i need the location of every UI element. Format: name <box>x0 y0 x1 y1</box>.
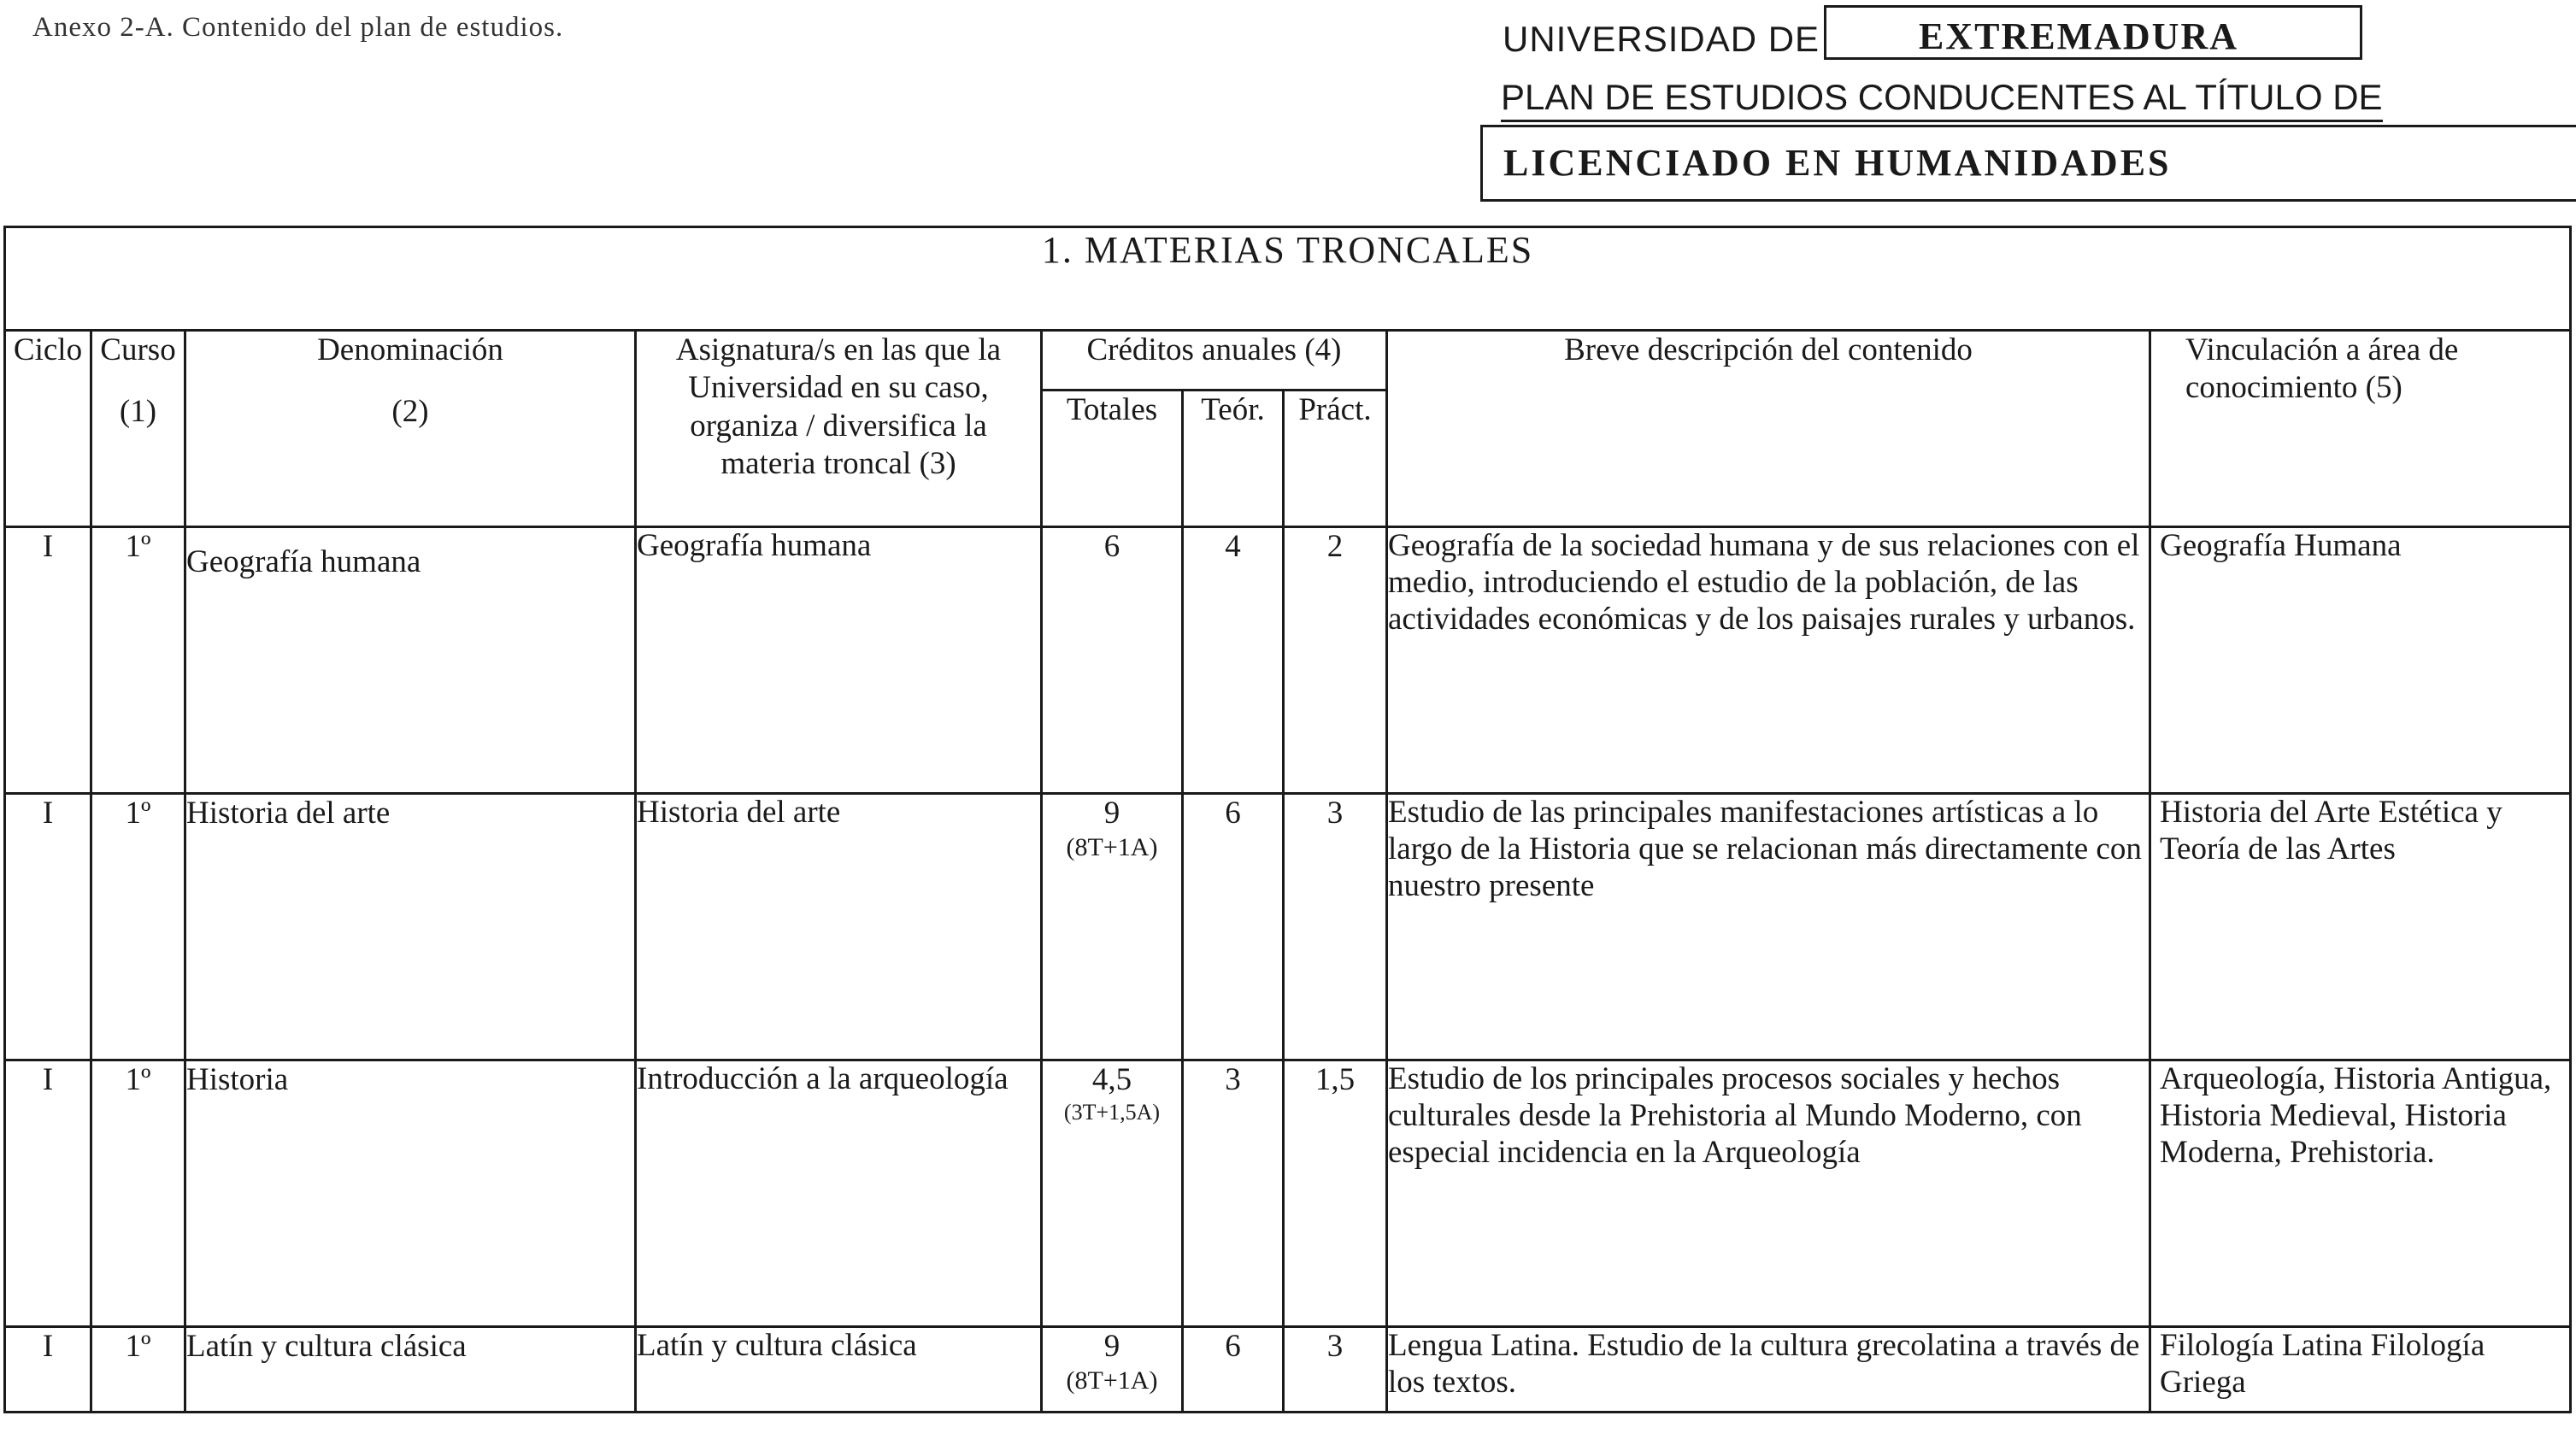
annex-caption: Anexo 2-A. Contenido del plan de estudios. <box>32 12 564 43</box>
col-header-denominacion-note: (2) <box>391 394 429 430</box>
university-name: EXTREMADURA <box>1824 5 2362 60</box>
cell-vinculacion: Historia del Arte Estética y Teoría de las Artes <box>2150 794 2571 1060</box>
plan-label: PLAN DE ESTUDIOS CONDUCENTES AL TÍTULO DE <box>1501 77 2383 122</box>
cell-totales <box>1042 794 1183 1060</box>
col-header-creditos <box>1042 331 1387 391</box>
col-header-ciclo-label: Ciclo <box>13 332 83 367</box>
cell-totales-detail: (3T+1,5A) <box>1063 1100 1161 1125</box>
cell-ciclo: I <box>5 1060 91 1327</box>
col-header-curso-label: Curso <box>100 332 176 367</box>
cell-totales <box>1042 1327 1183 1413</box>
cell-vinculacion: Geografía Humana <box>2150 527 2571 794</box>
table-row <box>5 794 2571 1060</box>
col-header-descripcion-label: Breve descripción del contenido <box>1564 332 1973 367</box>
cell-denominacion: Geografía humana <box>185 527 636 794</box>
cell-ciclo: I <box>5 1327 91 1413</box>
table-row <box>5 1060 2571 1327</box>
cell-asignatura: Latín y cultura clásica <box>636 1327 1042 1413</box>
cell-totales <box>1042 527 1183 794</box>
cell-asignatura: Geografía humana <box>636 527 1042 794</box>
col-header-descripcion <box>1387 331 2150 527</box>
cell-pract: 1,5 <box>1284 1060 1387 1327</box>
cell-totales <box>1042 1060 1183 1327</box>
table-row <box>5 1327 2571 1413</box>
cell-ciclo: I <box>5 527 91 794</box>
col-header-curso <box>91 331 185 527</box>
cell-pract: 3 <box>1284 794 1387 1060</box>
cell-ciclo: I <box>5 794 91 1060</box>
col-header-curso-note: (1) <box>119 394 157 430</box>
cell-pract: 3 <box>1284 1327 1387 1413</box>
cell-totales-value: 9 <box>1103 796 1120 831</box>
cell-vinculacion: Filología Latina Filología Griega <box>2150 1327 2571 1413</box>
cell-totales-value: 4,5 <box>1091 1062 1132 1097</box>
col-header-denominacion-label: Denominación <box>317 332 503 367</box>
cell-totales-value: 9 <box>1103 1329 1120 1364</box>
cell-curso: 1º <box>91 794 185 1060</box>
col-header-asignatura-label: Asignatura/s en las que la Universidad en su caso, organiza / diversifica la materia troncal (3) <box>675 332 1002 482</box>
cell-pract: 2 <box>1284 527 1387 794</box>
cell-curso: 1º <box>91 1060 185 1327</box>
university-label: UNIVERSIDAD DE <box>1503 19 1820 59</box>
col-header-creditos-label: Créditos anuales (4) <box>1086 332 1342 367</box>
col-header-asignatura <box>636 331 1042 527</box>
cell-denominacion: Historia <box>185 1060 636 1327</box>
col-header-denominacion <box>185 331 636 527</box>
cell-totales-detail: (8T+1A) <box>1066 1366 1158 1395</box>
cell-curso: 1º <box>91 527 185 794</box>
cell-totales-value: 6 <box>1103 529 1120 564</box>
subjects-table <box>3 226 2572 1413</box>
col-header-teor <box>1183 391 1284 527</box>
table-row <box>5 527 2571 794</box>
cell-totales-detail: (8T+1A) <box>1066 833 1158 861</box>
cell-teor: 4 <box>1183 527 1284 794</box>
cell-vinculacion: Arqueología, Historia Antigua, Historia Medieval, Historia Moderna, Prehistoria. <box>2150 1060 2571 1327</box>
cell-asignatura: Introducción a la arqueología <box>636 1060 1042 1327</box>
degree-title: LICENCIADO EN HUMANIDADES <box>1480 125 2576 202</box>
cell-descripcion: Geografía de la sociedad humana y de sus relaciones con el medio, introduciendo el estudio de la población, de las actividades económicas y de los paisajes rurales y urbanos. <box>1387 527 2150 794</box>
col-header-totales <box>1042 391 1183 527</box>
section-title: 1. MATERIAS TRONCALES <box>5 227 2571 331</box>
cell-asignatura: Historia del arte <box>636 794 1042 1060</box>
cell-denominacion: Historia del arte <box>185 794 636 1060</box>
cell-descripcion: Estudio de los principales procesos sociales y hechos culturales desde la Prehistoria al Mundo Moderno, con especial incidencia en la Arqueología <box>1387 1060 2150 1327</box>
cell-teor: 6 <box>1183 794 1284 1060</box>
col-header-ciclo <box>5 331 91 527</box>
col-header-vinculacion <box>2150 331 2571 527</box>
col-header-pract-label: Práct. <box>1298 392 1372 427</box>
cell-denominacion: Latín y cultura clásica <box>185 1327 636 1413</box>
cell-teor: 3 <box>1183 1060 1284 1327</box>
cell-teor: 6 <box>1183 1327 1284 1413</box>
col-header-pract <box>1284 391 1387 527</box>
cell-descripcion: Lengua Latina. Estudio de la cultura grecolatina a través de los textos. <box>1387 1327 2150 1413</box>
cell-curso: 1º <box>91 1327 185 1413</box>
col-header-vinculacion-label: Vinculación a área de conocimiento (5) <box>2185 332 2459 406</box>
col-header-totales-label: Totales <box>1066 392 1158 427</box>
cell-descripcion: Estudio de las principales manifestaciones artísticas a lo largo de la Historia que se relacionan más directamente con nuestro presente <box>1387 794 2150 1060</box>
col-header-teor-label: Teór. <box>1201 392 1265 427</box>
